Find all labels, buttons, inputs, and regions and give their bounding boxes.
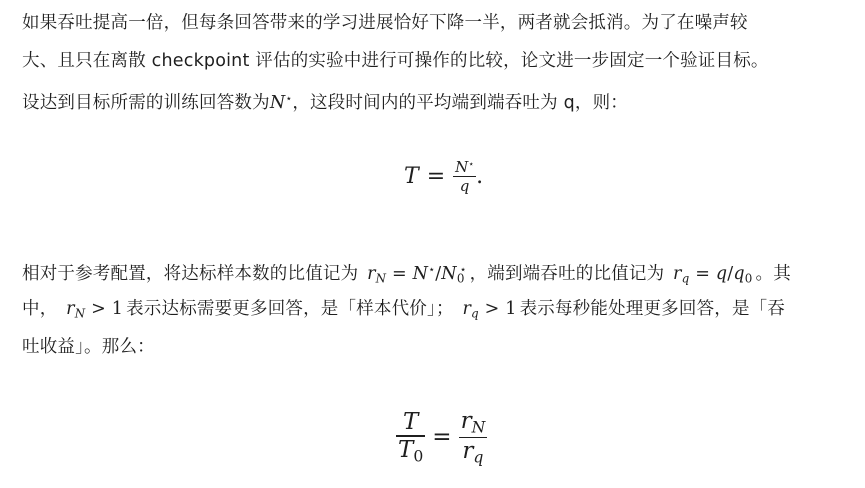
math-superscript-star: ⋆ — [285, 92, 293, 105]
math-equals: = — [392, 263, 407, 284]
text-segment: 吐收益」。那么： — [22, 337, 155, 357]
fraction-numerator: T — [402, 409, 419, 436]
fraction-right — [459, 408, 488, 467]
math-subscript-zero: 0 — [456, 271, 465, 286]
fraction — [453, 158, 476, 195]
paragraph-2-line-2 — [22, 296, 785, 327]
math-symbol-r: r — [673, 263, 682, 284]
math-period: . — [476, 164, 484, 190]
fraction-numerator — [453, 158, 476, 176]
fraction-left — [396, 409, 425, 465]
paragraph-2-line-1 — [22, 257, 791, 292]
text-segment: 中， — [22, 299, 58, 319]
math-equals: = — [426, 164, 446, 190]
inline-math-n-star — [270, 93, 293, 113]
math-superscript-star: ⋆ — [468, 158, 475, 170]
math-symbol-r: r — [462, 299, 472, 319]
math-equals: = — [695, 263, 711, 284]
math-one: 1 — [505, 299, 517, 319]
math-symbol-r: r — [462, 438, 474, 465]
math-slash: / — [435, 263, 442, 284]
text-segment: 表示达标需要更多回答，是「样本代价」； — [126, 299, 454, 319]
math-greater-than: > — [91, 299, 106, 319]
formula-t-equals-n-star-over-q — [404, 158, 483, 195]
math-subscript-n: N — [74, 306, 86, 321]
math-subscript-q: q — [473, 447, 484, 467]
inline-math-rn-definition — [367, 264, 467, 284]
math-subscript-zero: 0 — [413, 446, 424, 466]
math-subscript-n: N — [375, 271, 387, 286]
math-symbol-t: T — [404, 164, 419, 190]
fraction-denominator: q — [459, 177, 470, 196]
math-symbol-r: r — [367, 263, 376, 284]
math-symbol-n: N — [269, 92, 286, 113]
math-equals: = — [432, 424, 452, 451]
text-segment: 相对于参考配置，将达标样本数的比值记为 — [22, 263, 359, 284]
text-segment: 。其 — [755, 263, 791, 284]
math-symbol-n: N — [455, 158, 469, 176]
inline-math-rq-definition — [673, 264, 752, 284]
math-superscript-star: ⋆ — [459, 263, 467, 276]
fraction-denominator — [460, 438, 485, 467]
fraction-numerator — [459, 408, 488, 437]
text-segment: 表示每秒能处理更多回答，是「吞 — [519, 299, 786, 319]
math-subscript-q: q — [681, 271, 690, 286]
math-symbol-n: N — [412, 263, 429, 284]
text-segment: ，这段时间内的平均端到端吞吐为 q，则： — [292, 92, 628, 113]
math-subscript-n: N — [471, 417, 486, 437]
math-subscript-zero: 0 — [744, 271, 753, 286]
formula-t-ratio-equals-r-ratio — [396, 408, 487, 467]
paragraph-1-line-2 — [22, 48, 769, 74]
paragraph-1-line-3 — [22, 86, 628, 116]
math-symbol-r: r — [460, 408, 472, 434]
inline-math-rq-gt-1 — [462, 299, 516, 319]
text-segment: 设达到目标所需的训练回答数为 — [22, 92, 270, 113]
math-symbol-q: q — [733, 263, 745, 284]
math-greater-than: > — [484, 299, 500, 319]
inline-math-rn-gt-1 — [66, 299, 123, 319]
text-segment: 大、且只在离散 checkpoint 评估的实验中进行可操作的比较，论文进一步固定一个验证目标。 — [22, 51, 769, 71]
math-slash: / — [727, 263, 734, 284]
text-segment: 如果吞吐提高一倍，但每条回答带来的学习进展恰好下降一半，两者就会抵消。为了在噪声较 — [22, 13, 748, 33]
fraction-denominator — [396, 437, 425, 466]
math-one: 1 — [111, 299, 124, 319]
paragraph-2-line-3 — [22, 334, 155, 360]
math-symbol-r: r — [66, 299, 75, 319]
text-segment: ，端到端吞吐的比值记为 — [469, 263, 665, 284]
math-symbol-n: N — [441, 263, 457, 284]
math-symbol-t: T — [398, 436, 414, 463]
paragraph-1-line-1 — [22, 10, 748, 36]
math-subscript-q: q — [471, 306, 479, 321]
math-symbol-q: q — [715, 263, 728, 284]
math-superscript-star: ⋆ — [428, 263, 436, 276]
